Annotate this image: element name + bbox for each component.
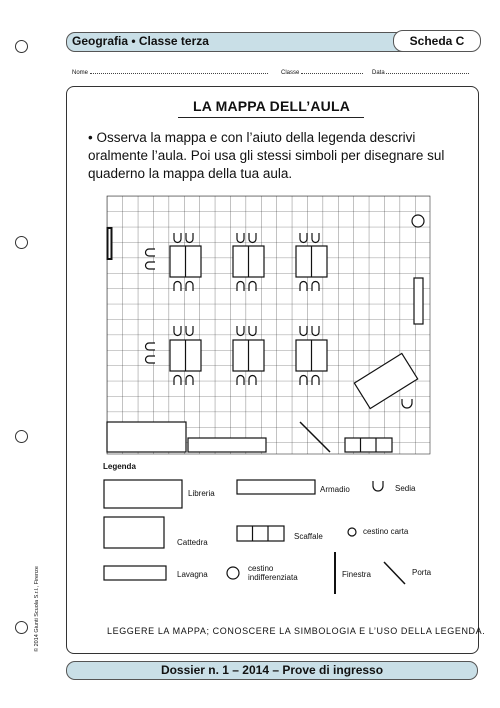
map-bin [412, 215, 424, 227]
legend-cestino-indiff-symbol [227, 567, 239, 579]
page-title: LA MAPPA DELL’AULA [192, 98, 351, 114]
legend-cattedra-symbol [104, 517, 164, 548]
legend-finestra-label: Finestra [342, 570, 371, 579]
legend-scaffale-label: Scaffale [294, 532, 323, 541]
legend-lavagna-label: Lavagna [177, 570, 208, 579]
footer-bar: Dossier n. 1 – 2014 – Prove di ingresso [66, 661, 478, 680]
legend-cestino-carta-symbol [348, 528, 356, 536]
legend-cattedra-label: Cattedra [177, 538, 208, 547]
legend-scaffale-symbol [237, 526, 284, 541]
map-armadio [414, 278, 423, 324]
legend-lavagna-symbol [104, 566, 166, 580]
scheda-label: Scheda C [393, 30, 481, 52]
legend-porta-label: Porta [412, 568, 432, 577]
legend-sedia-symbol [373, 481, 383, 491]
header-title: Geografia • Classe terza [72, 34, 209, 48]
legend-armadio-symbol [237, 480, 315, 494]
map-libreria [107, 422, 186, 452]
legend-porta-symbol [384, 562, 405, 584]
legend-armadio-label: Armadio [320, 485, 350, 494]
map-blackboard [108, 228, 112, 259]
legend-title: Legenda [103, 462, 136, 471]
legend-libreria-symbol [104, 480, 182, 508]
nome-label: Nome [72, 70, 89, 76]
map-grid [107, 196, 430, 454]
instructions: • Osserva la mappa e con l’aiuto della legenda descrivi oralmente l’aula. Poi usa gli stessi simboli per disegnare sul quaderno la mappa della tua aula. [88, 130, 445, 181]
map-armadio-bottom [188, 438, 266, 452]
copyright: © 2014 Giunti Scuola S.r.l., Firenze [34, 566, 40, 652]
legend-sedia-label: Sedia [395, 484, 416, 493]
legend-cestino-indiff-label-1: cestino [248, 564, 274, 573]
legend-libreria-label: Libreria [188, 489, 215, 498]
footnote: LEGGERE LA MAPPA; CONOSCERE LA SIMBOLOGIA E L’USO DELLA LEGENDA. [107, 626, 486, 636]
legend-cestino-indiff-label-2: indifferenziata [248, 573, 298, 582]
legend-cestino-carta-label: cestino carta [363, 527, 409, 536]
map-scaffale [345, 438, 392, 452]
classe-label: Classe [281, 70, 300, 76]
data-label: Data [372, 70, 385, 76]
